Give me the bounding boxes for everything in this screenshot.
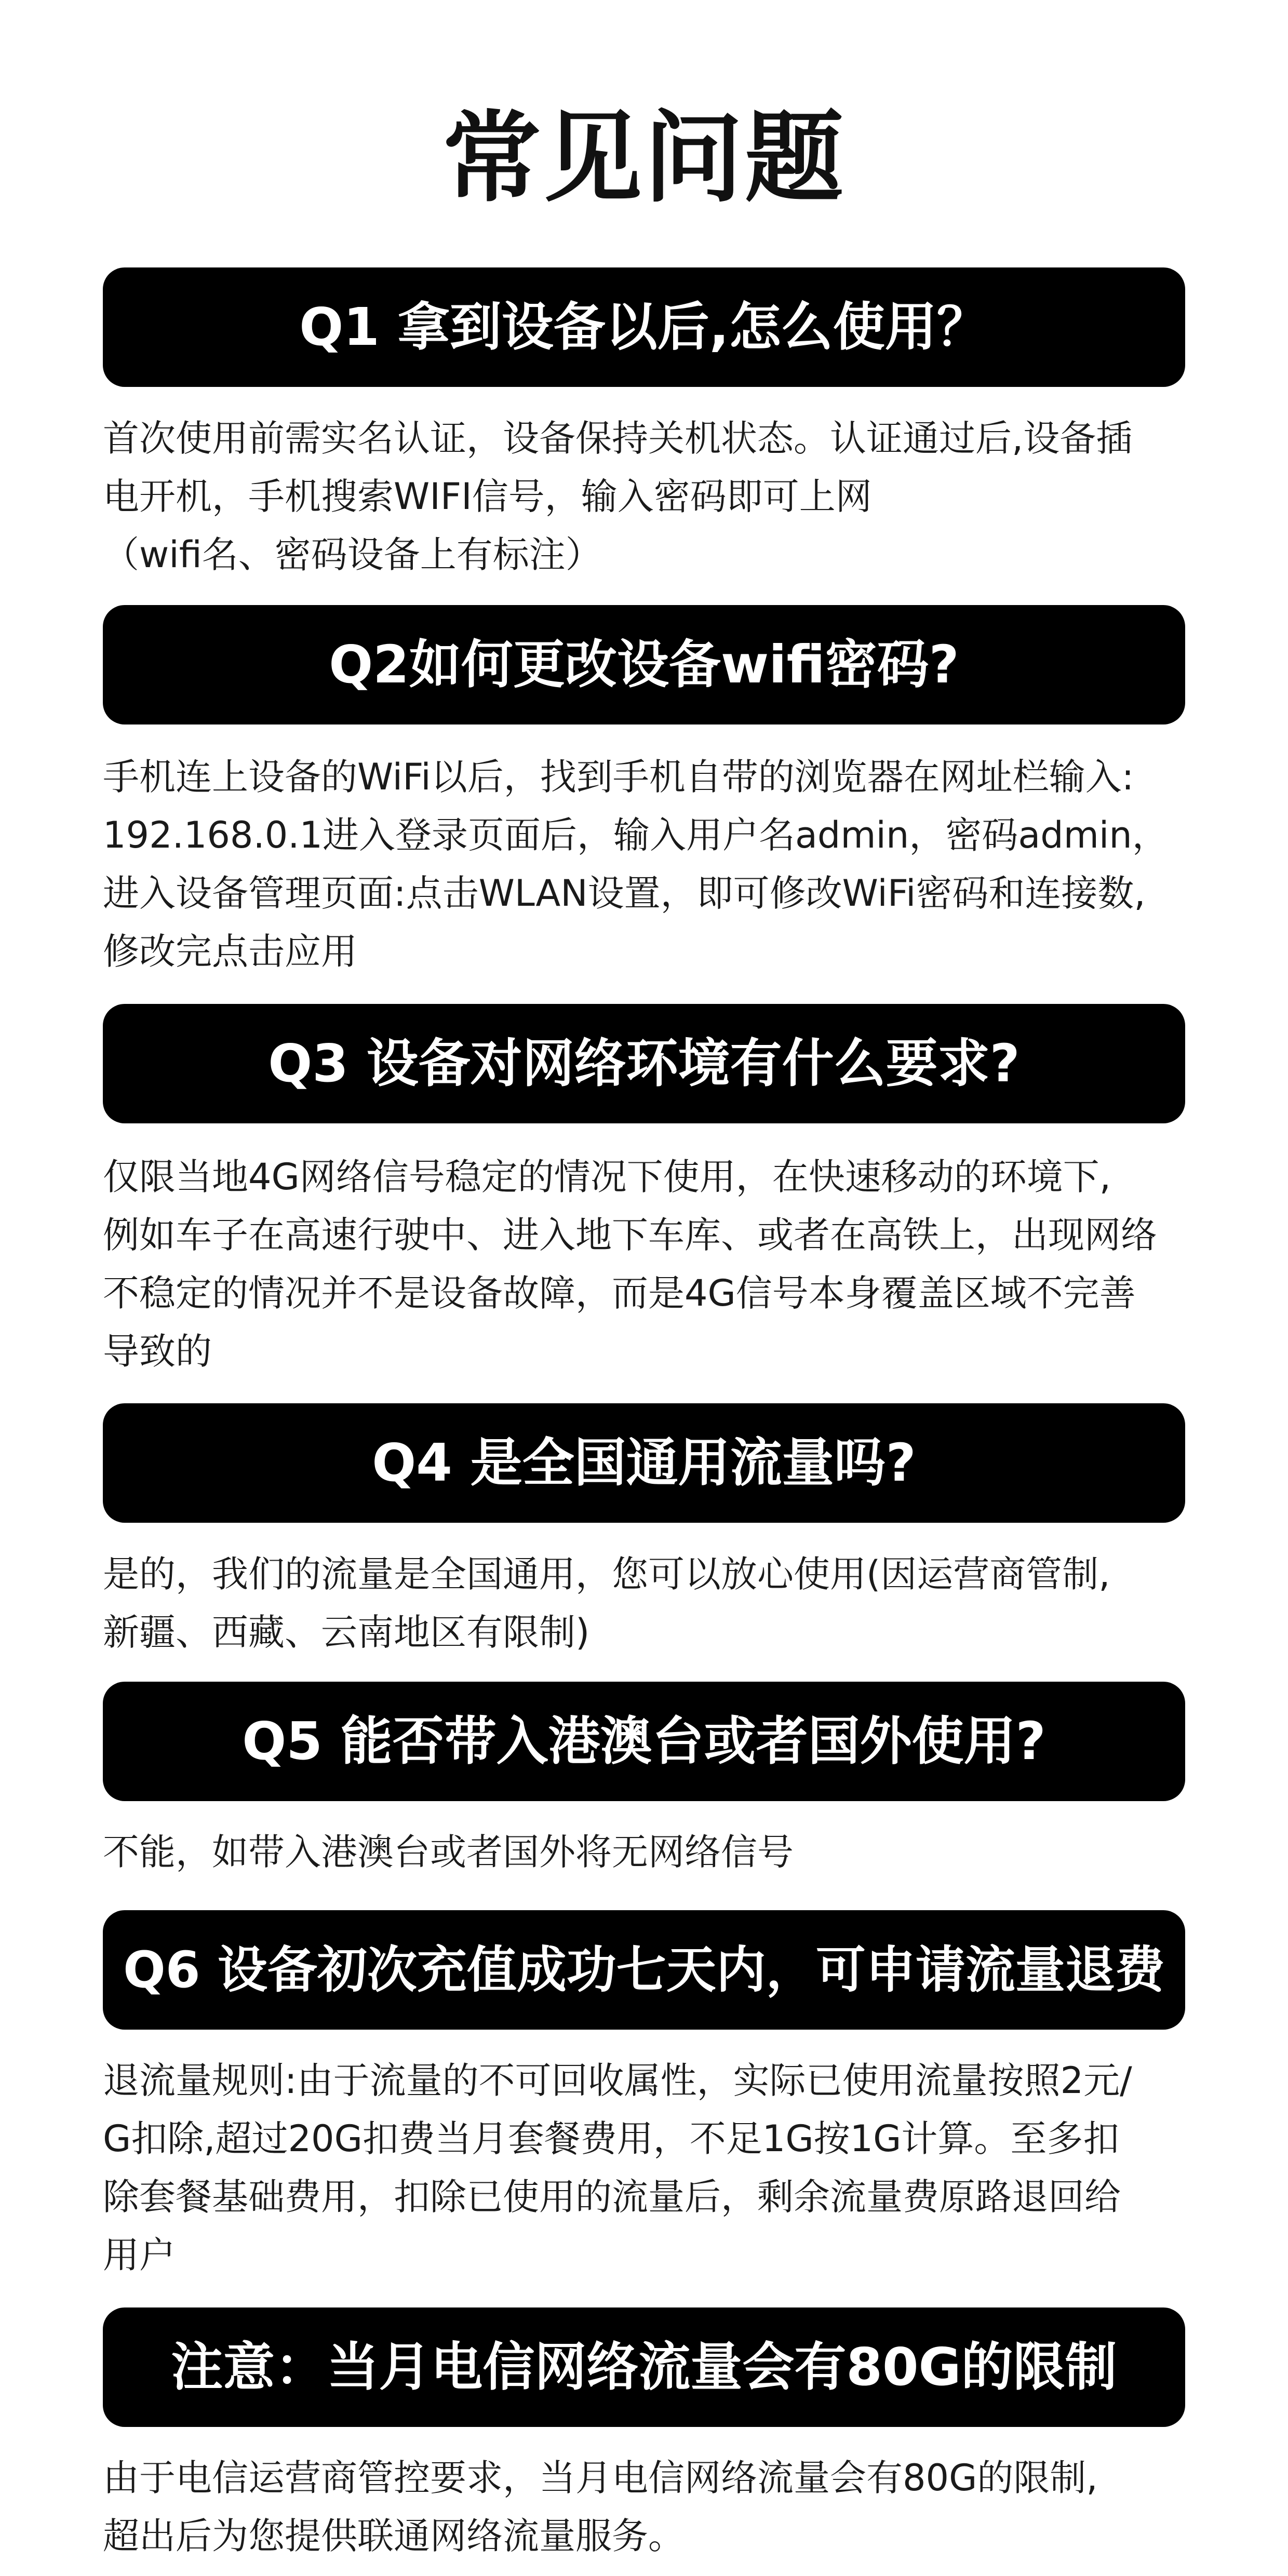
- answer-line: 修改完点击应用: [103, 930, 357, 973]
- answer-line: 仅限当地4G网络信号稳定的情况下使用，在快速移动的环境下,: [103, 1156, 1111, 1198]
- answer-line: 是的，我们的流量是全国通用，您可以放心使用(因运营商管制,: [103, 1553, 1110, 1595]
- faq-question-3-text: Q3 设备对网络环境有什么要求?: [268, 1033, 1020, 1094]
- answer-line: 首次使用前需实名认证，设备保持关机状态。认证通过后,设备插: [103, 417, 1133, 460]
- faq-question-1-text: Q1 拿到设备以后,怎么使用？: [299, 297, 989, 357]
- faq-question-1: [103, 267, 1185, 387]
- answer-line: 192.168.0.1进入登录页面后，输入用户名admin，密码admin，: [103, 814, 1169, 856]
- answer-line: 由于电信运营商管控要求，当月电信网络流量会有80G的限制,: [103, 2457, 1098, 2499]
- answer-line: 不稳定的情况并不是设备故障，而是4G信号本身覆盖区域不完善: [103, 1272, 1136, 1314]
- faq-question-2: [103, 605, 1185, 725]
- answer-line: G扣除,超过20G扣费当月套餐费用，不足1G按1G计算。至多扣: [103, 2117, 1120, 2160]
- faq-answer-1: [103, 409, 1199, 584]
- faq-question-6: [103, 1910, 1185, 2030]
- faq-question-3: [103, 1004, 1185, 1123]
- answer-line: 例如车子在高速行驶中、进入地下车库、或者在高铁上，出现网络: [103, 1214, 1157, 1256]
- answer-line: 导致的: [103, 1330, 212, 1373]
- answer-line: 除套餐基础费用，扣除已使用的流量后，剩余流量费原路退回给: [103, 2176, 1121, 2218]
- faq-answer-3: [103, 1148, 1199, 1380]
- answer-line: （wifi名、密码设备上有标注）: [103, 533, 602, 576]
- answer-line: 超出后为您提供联通网络流量服务。: [103, 2515, 685, 2557]
- answer-line: 新疆、西藏、云南地区有限制): [103, 1611, 590, 1654]
- answer-line: 电开机，手机搜索WIFI信号，输入密码即可上网: [103, 475, 872, 518]
- faq-question-4: [103, 1403, 1185, 1523]
- answer-line: 用户: [103, 2234, 176, 2276]
- answer-line: 退流量规则:由于流量的不可回收属性，实际已使用流量按照2元/: [103, 2059, 1132, 2102]
- answer-line: 手机连上设备的WiFi以后，找到手机自带的浏览器在网址栏输入:: [103, 756, 1134, 798]
- faq-answer-4: [103, 1545, 1199, 1661]
- faq-question-5: [103, 1682, 1185, 1801]
- notice-header-text: 注意：当月电信网络流量会有80G的限制: [171, 2337, 1117, 2397]
- notice-header: [103, 2307, 1185, 2427]
- faq-answer-5: [103, 1823, 1199, 1881]
- notice-answer: [103, 2449, 1199, 2565]
- answer-line: 进入设备管理页面:点击WLAN设置，即可修改WiFi密码和连接数,: [103, 872, 1146, 915]
- faq-answer-6: [103, 2051, 1199, 2284]
- faq-question-5-text: Q5 能否带入港澳台或者国外使用?: [242, 1711, 1046, 1772]
- faq-question-6-text: Q6 设备初次充值成功七天内，可申请流量退费: [123, 1941, 1165, 1999]
- page-title: 常见问题: [442, 101, 846, 216]
- faq-question-2-text: Q2如何更改设备wifi密码?: [329, 634, 959, 695]
- faq-answer-2: [103, 748, 1199, 981]
- faq-question-4-text: Q4 是全国通用流量吗?: [372, 1432, 916, 1493]
- answer-line: 不能，如带入港澳台或者国外将无网络信号: [103, 1831, 794, 1873]
